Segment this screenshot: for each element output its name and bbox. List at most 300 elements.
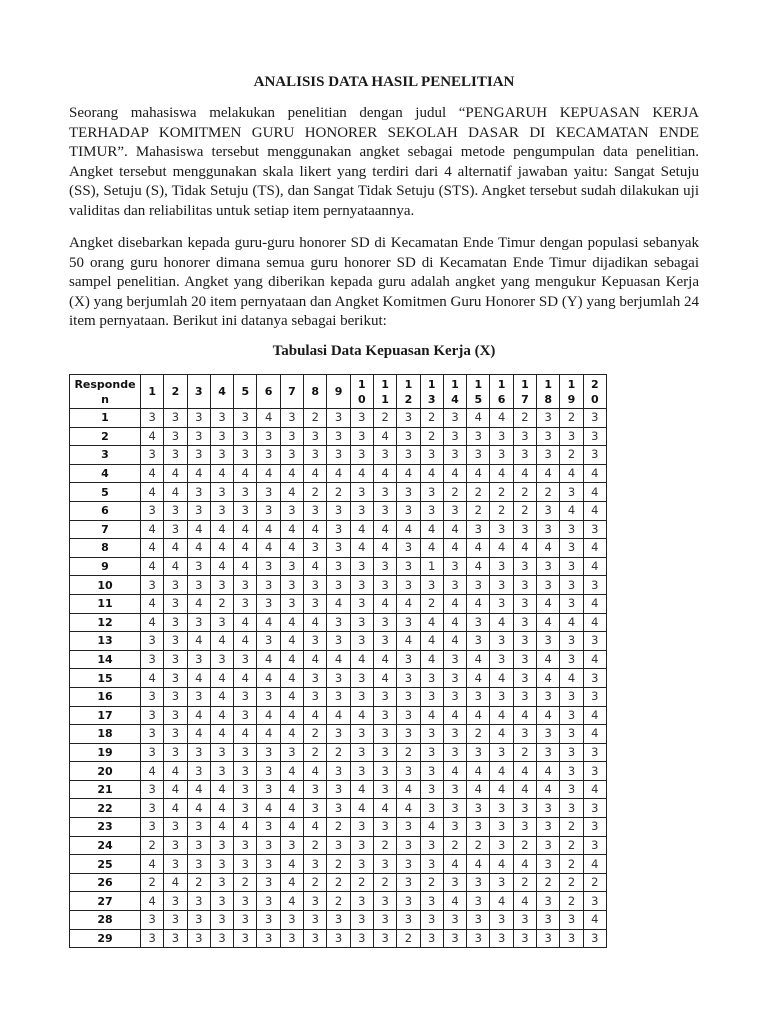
score-cell: 4 (164, 483, 187, 502)
score-cell: 4 (443, 892, 466, 911)
score-cell: 3 (234, 762, 257, 781)
score-cell: 3 (443, 576, 466, 595)
score-cell: 4 (141, 520, 164, 539)
score-cell: 3 (537, 409, 560, 428)
score-cell: 2 (513, 743, 536, 762)
score-cell: 3 (467, 632, 490, 651)
score-cell: 3 (164, 669, 187, 688)
score-cell: 3 (210, 613, 233, 632)
score-cell: 3 (141, 446, 164, 465)
score-cell: 2 (443, 483, 466, 502)
score-cell: 3 (280, 501, 303, 520)
score-cell: 3 (373, 725, 396, 744)
header-digit: 9 (567, 392, 576, 406)
score-cell: 3 (583, 929, 606, 948)
score-cell: 4 (420, 520, 443, 539)
score-cell: 3 (537, 520, 560, 539)
table-row (70, 706, 607, 725)
header-digit: 0 (357, 392, 366, 406)
score-cell: 3 (537, 855, 560, 874)
score-cell: 3 (257, 818, 280, 837)
score-cell: 3 (373, 446, 396, 465)
score-cell: 2 (420, 409, 443, 428)
score-cell: 2 (560, 446, 583, 465)
score-cell: 2 (560, 836, 583, 855)
score-cell: 4 (583, 557, 606, 576)
score-cell: 3 (443, 427, 466, 446)
header-digit: 8 (311, 385, 320, 398)
score-cell: 3 (327, 780, 350, 799)
score-cell: 3 (537, 632, 560, 651)
header-item-5 (234, 375, 257, 409)
score-cell: 3 (560, 557, 583, 576)
score-cell: 4 (443, 706, 466, 725)
score-cell: 3 (490, 799, 513, 818)
score-cell: 3 (560, 520, 583, 539)
score-cell: 3 (537, 743, 560, 762)
score-cell: 4 (537, 762, 560, 781)
score-cell: 3 (397, 650, 420, 669)
score-cell: 4 (141, 539, 164, 558)
score-cell: 3 (210, 483, 233, 502)
score-cell: 3 (304, 855, 327, 874)
score-cell: 3 (257, 557, 280, 576)
score-cell: 4 (490, 892, 513, 911)
table-row (70, 799, 607, 818)
score-cell: 3 (560, 594, 583, 613)
header-item-13 (420, 375, 443, 409)
header-digit: 6 (264, 385, 273, 398)
score-cell: 3 (164, 706, 187, 725)
score-cell: 3 (373, 855, 396, 874)
score-cell: 4 (304, 762, 327, 781)
score-cell: 4 (560, 464, 583, 483)
score-cell: 3 (187, 687, 210, 706)
score-cell: 4 (513, 892, 536, 911)
score-cell: 3 (373, 818, 396, 837)
score-cell: 3 (141, 799, 164, 818)
score-cell: 3 (210, 427, 233, 446)
score-cell: 3 (257, 427, 280, 446)
header-digit: 1 (148, 385, 156, 398)
header-item-9 (327, 375, 350, 409)
score-cell: 4 (373, 799, 396, 818)
header-item-18 (537, 375, 560, 409)
score-cell: 3 (164, 929, 187, 948)
score-cell: 3 (327, 836, 350, 855)
score-cell: 4 (187, 780, 210, 799)
score-cell: 4 (280, 725, 303, 744)
header-item-4 (210, 375, 233, 409)
score-cell: 3 (490, 632, 513, 651)
score-cell: 3 (420, 929, 443, 948)
score-cell: 4 (467, 780, 490, 799)
score-cell: 3 (141, 818, 164, 837)
score-cell: 3 (397, 892, 420, 911)
score-cell: 3 (583, 892, 606, 911)
score-cell: 4 (513, 464, 536, 483)
score-cell: 3 (141, 706, 164, 725)
score-cell: 3 (257, 501, 280, 520)
score-cell: 3 (373, 613, 396, 632)
score-cell: 4 (141, 855, 164, 874)
score-cell: 3 (467, 687, 490, 706)
score-cell: 3 (350, 594, 373, 613)
responden-number: 14 (70, 650, 141, 669)
responden-number: 23 (70, 818, 141, 837)
score-cell: 3 (187, 501, 210, 520)
score-cell: 2 (560, 873, 583, 892)
score-cell: 4 (350, 539, 373, 558)
score-cell: 3 (234, 483, 257, 502)
score-cell: 4 (280, 520, 303, 539)
score-cell: 3 (537, 687, 560, 706)
score-cell: 3 (397, 762, 420, 781)
score-cell: 3 (187, 892, 210, 911)
score-cell: 4 (187, 706, 210, 725)
score-cell: 3 (164, 836, 187, 855)
score-cell: 3 (141, 929, 164, 948)
score-cell: 3 (443, 557, 466, 576)
table-row (70, 464, 607, 483)
score-cell: 4 (467, 650, 490, 669)
score-cell: 4 (373, 427, 396, 446)
score-cell: 3 (187, 743, 210, 762)
score-cell: 3 (583, 743, 606, 762)
score-cell: 4 (560, 501, 583, 520)
score-cell: 2 (397, 743, 420, 762)
score-cell: 3 (164, 427, 187, 446)
score-cell: 4 (397, 594, 420, 613)
score-cell: 3 (583, 799, 606, 818)
score-cell: 3 (583, 576, 606, 595)
score-cell: 2 (234, 873, 257, 892)
score-cell: 3 (350, 743, 373, 762)
header-item-16 (490, 375, 513, 409)
score-cell: 3 (443, 501, 466, 520)
score-cell: 3 (443, 650, 466, 669)
score-cell: 3 (210, 892, 233, 911)
score-cell: 3 (164, 632, 187, 651)
score-cell: 4 (257, 520, 280, 539)
score-cell: 4 (490, 762, 513, 781)
score-cell: 3 (141, 650, 164, 669)
score-cell: 3 (304, 799, 327, 818)
score-cell: 3 (164, 446, 187, 465)
score-cell: 4 (304, 613, 327, 632)
responden-number: 20 (70, 762, 141, 781)
score-cell: 4 (280, 613, 303, 632)
score-cell: 3 (397, 669, 420, 688)
score-cell: 3 (420, 799, 443, 818)
score-cell: 2 (397, 929, 420, 948)
score-cell: 3 (350, 613, 373, 632)
score-cell: 3 (187, 911, 210, 930)
score-cell: 3 (350, 427, 373, 446)
score-cell: 3 (327, 520, 350, 539)
score-cell: 3 (373, 501, 396, 520)
score-cell: 3 (467, 929, 490, 948)
score-cell: 3 (420, 743, 443, 762)
table-row (70, 743, 607, 762)
score-cell: 3 (397, 911, 420, 930)
score-cell: 3 (234, 687, 257, 706)
score-cell: 3 (560, 687, 583, 706)
score-cell: 4 (537, 464, 560, 483)
score-cell: 4 (397, 780, 420, 799)
score-cell: 3 (560, 725, 583, 744)
score-cell: 4 (420, 539, 443, 558)
score-cell: 3 (187, 409, 210, 428)
score-cell: 3 (537, 427, 560, 446)
score-cell: 2 (373, 873, 396, 892)
score-cell: 4 (490, 855, 513, 874)
score-cell: 2 (327, 743, 350, 762)
score-cell: 3 (210, 855, 233, 874)
score-cell: 3 (443, 725, 466, 744)
responden-number: 24 (70, 836, 141, 855)
score-cell: 4 (280, 687, 303, 706)
score-cell: 3 (304, 576, 327, 595)
score-cell: 2 (304, 836, 327, 855)
score-cell: 3 (537, 725, 560, 744)
responden-number: 9 (70, 557, 141, 576)
score-cell: 3 (513, 929, 536, 948)
score-cell: 4 (141, 762, 164, 781)
score-cell: 4 (537, 539, 560, 558)
score-cell: 3 (210, 501, 233, 520)
score-cell: 4 (234, 557, 257, 576)
score-cell: 3 (443, 687, 466, 706)
header-digit: 1 (404, 377, 413, 391)
score-cell: 3 (327, 501, 350, 520)
score-cell: 3 (141, 725, 164, 744)
score-cell: 4 (164, 539, 187, 558)
header-digit: 2 (171, 385, 180, 398)
score-cell: 2 (513, 836, 536, 855)
responden-number: 19 (70, 743, 141, 762)
score-cell: 4 (164, 780, 187, 799)
score-cell: 3 (373, 780, 396, 799)
score-cell: 4 (187, 464, 210, 483)
score-cell: 3 (467, 873, 490, 892)
score-cell: 3 (257, 743, 280, 762)
header-item-11 (373, 375, 396, 409)
table-row (70, 501, 607, 520)
header-item-17 (513, 375, 536, 409)
score-cell: 3 (304, 594, 327, 613)
score-cell: 3 (234, 576, 257, 595)
score-cell: 3 (420, 501, 443, 520)
responden-number: 25 (70, 855, 141, 874)
score-cell: 3 (513, 632, 536, 651)
table-row (70, 669, 607, 688)
score-cell: 3 (257, 929, 280, 948)
score-cell: 4 (280, 892, 303, 911)
score-cell: 4 (304, 706, 327, 725)
score-cell: 3 (304, 539, 327, 558)
score-cell: 3 (141, 576, 164, 595)
score-cell: 3 (350, 911, 373, 930)
score-cell: 4 (513, 706, 536, 725)
table-row (70, 892, 607, 911)
score-cell: 3 (583, 762, 606, 781)
header-item-12 (397, 375, 420, 409)
score-cell: 3 (187, 576, 210, 595)
responden-number: 29 (70, 929, 141, 948)
score-cell: 3 (560, 706, 583, 725)
score-cell: 3 (420, 446, 443, 465)
score-cell: 4 (467, 594, 490, 613)
score-cell: 4 (373, 464, 396, 483)
score-cell: 3 (210, 743, 233, 762)
score-cell: 3 (350, 929, 373, 948)
score-cell: 3 (350, 483, 373, 502)
table-row (70, 818, 607, 837)
score-cell: 4 (210, 799, 233, 818)
score-cell: 4 (583, 706, 606, 725)
score-cell: 4 (397, 632, 420, 651)
score-cell: 2 (490, 483, 513, 502)
score-cell: 3 (187, 557, 210, 576)
score-cell: 4 (234, 539, 257, 558)
score-cell: 4 (583, 464, 606, 483)
score-cell: 4 (420, 818, 443, 837)
score-cell: 4 (490, 409, 513, 428)
score-cell: 3 (467, 911, 490, 930)
score-cell: 3 (420, 725, 443, 744)
score-cell: 3 (187, 427, 210, 446)
score-cell: 3 (304, 780, 327, 799)
header-item-8 (304, 375, 327, 409)
score-cell: 4 (280, 706, 303, 725)
responden-number: 22 (70, 799, 141, 818)
header-digit: 1 (521, 377, 529, 391)
header-digit: 1 (381, 392, 389, 406)
score-cell: 3 (397, 539, 420, 558)
score-cell: 4 (490, 464, 513, 483)
score-cell: 3 (420, 669, 443, 688)
score-cell: 4 (210, 520, 233, 539)
score-cell: 2 (420, 594, 443, 613)
score-cell: 3 (443, 446, 466, 465)
score-cell: 3 (560, 539, 583, 558)
score-cell: 4 (257, 409, 280, 428)
header-digit: 5 (474, 392, 483, 406)
score-cell: 4 (467, 669, 490, 688)
score-cell: 4 (210, 632, 233, 651)
score-cell: 4 (257, 706, 280, 725)
score-cell: 4 (280, 873, 303, 892)
score-cell: 3 (304, 501, 327, 520)
score-cell: 3 (373, 762, 396, 781)
score-cell: 3 (327, 725, 350, 744)
score-cell: 3 (397, 818, 420, 837)
score-cell: 4 (280, 855, 303, 874)
score-cell: 2 (560, 409, 583, 428)
score-cell: 4 (187, 632, 210, 651)
score-cell: 4 (234, 669, 257, 688)
score-cell: 3 (164, 650, 187, 669)
score-cell: 2 (467, 501, 490, 520)
score-cell: 4 (327, 594, 350, 613)
score-cell: 3 (234, 706, 257, 725)
score-cell: 3 (513, 799, 536, 818)
header-digit: 1 (544, 377, 553, 391)
score-cell: 3 (350, 409, 373, 428)
header-item-6 (257, 375, 280, 409)
score-cell: 2 (560, 892, 583, 911)
score-cell: 3 (210, 873, 233, 892)
score-cell: 3 (397, 836, 420, 855)
responden-number: 16 (70, 687, 141, 706)
score-cell: 2 (327, 892, 350, 911)
score-cell: 4 (304, 650, 327, 669)
score-cell: 3 (187, 836, 210, 855)
score-cell: 2 (420, 873, 443, 892)
header-digit: 7 (288, 385, 296, 398)
score-cell: 3 (537, 501, 560, 520)
table-header-row (70, 375, 607, 409)
responden-number: 26 (70, 873, 141, 892)
score-cell: 2 (420, 427, 443, 446)
header-item-15 (467, 375, 490, 409)
score-cell: 3 (467, 576, 490, 595)
score-cell: 3 (583, 836, 606, 855)
score-cell: 4 (467, 464, 490, 483)
header-digit: 7 (521, 392, 529, 406)
responden-number: 7 (70, 520, 141, 539)
score-cell: 4 (537, 650, 560, 669)
score-cell: 4 (583, 650, 606, 669)
score-cell: 3 (420, 892, 443, 911)
score-cell: 4 (560, 669, 583, 688)
score-cell: 1 (420, 557, 443, 576)
score-cell: 2 (304, 483, 327, 502)
score-cell: 4 (420, 613, 443, 632)
table-row (70, 650, 607, 669)
score-cell: 3 (280, 409, 303, 428)
score-cell: 2 (304, 743, 327, 762)
score-cell: 3 (490, 911, 513, 930)
score-cell: 4 (210, 725, 233, 744)
score-cell: 3 (210, 650, 233, 669)
score-cell: 3 (350, 632, 373, 651)
score-cell: 3 (164, 743, 187, 762)
score-cell: 4 (280, 799, 303, 818)
score-cell: 3 (513, 818, 536, 837)
score-cell: 2 (187, 873, 210, 892)
header-digit: 1 (474, 377, 483, 391)
score-cell: 2 (210, 594, 233, 613)
score-cell: 3 (420, 911, 443, 930)
responden-number: 8 (70, 539, 141, 558)
score-cell: 2 (373, 836, 396, 855)
score-cell: 3 (187, 650, 210, 669)
score-cell: 4 (257, 613, 280, 632)
score-cell: 2 (327, 873, 350, 892)
score-cell: 4 (327, 650, 350, 669)
score-cell: 4 (443, 762, 466, 781)
responden-number: 2 (70, 427, 141, 446)
score-cell: 3 (373, 911, 396, 930)
score-cell: 3 (537, 799, 560, 818)
score-cell: 4 (210, 557, 233, 576)
score-cell: 3 (420, 576, 443, 595)
score-cell: 3 (350, 725, 373, 744)
score-cell: 4 (164, 557, 187, 576)
score-cell: 3 (443, 818, 466, 837)
